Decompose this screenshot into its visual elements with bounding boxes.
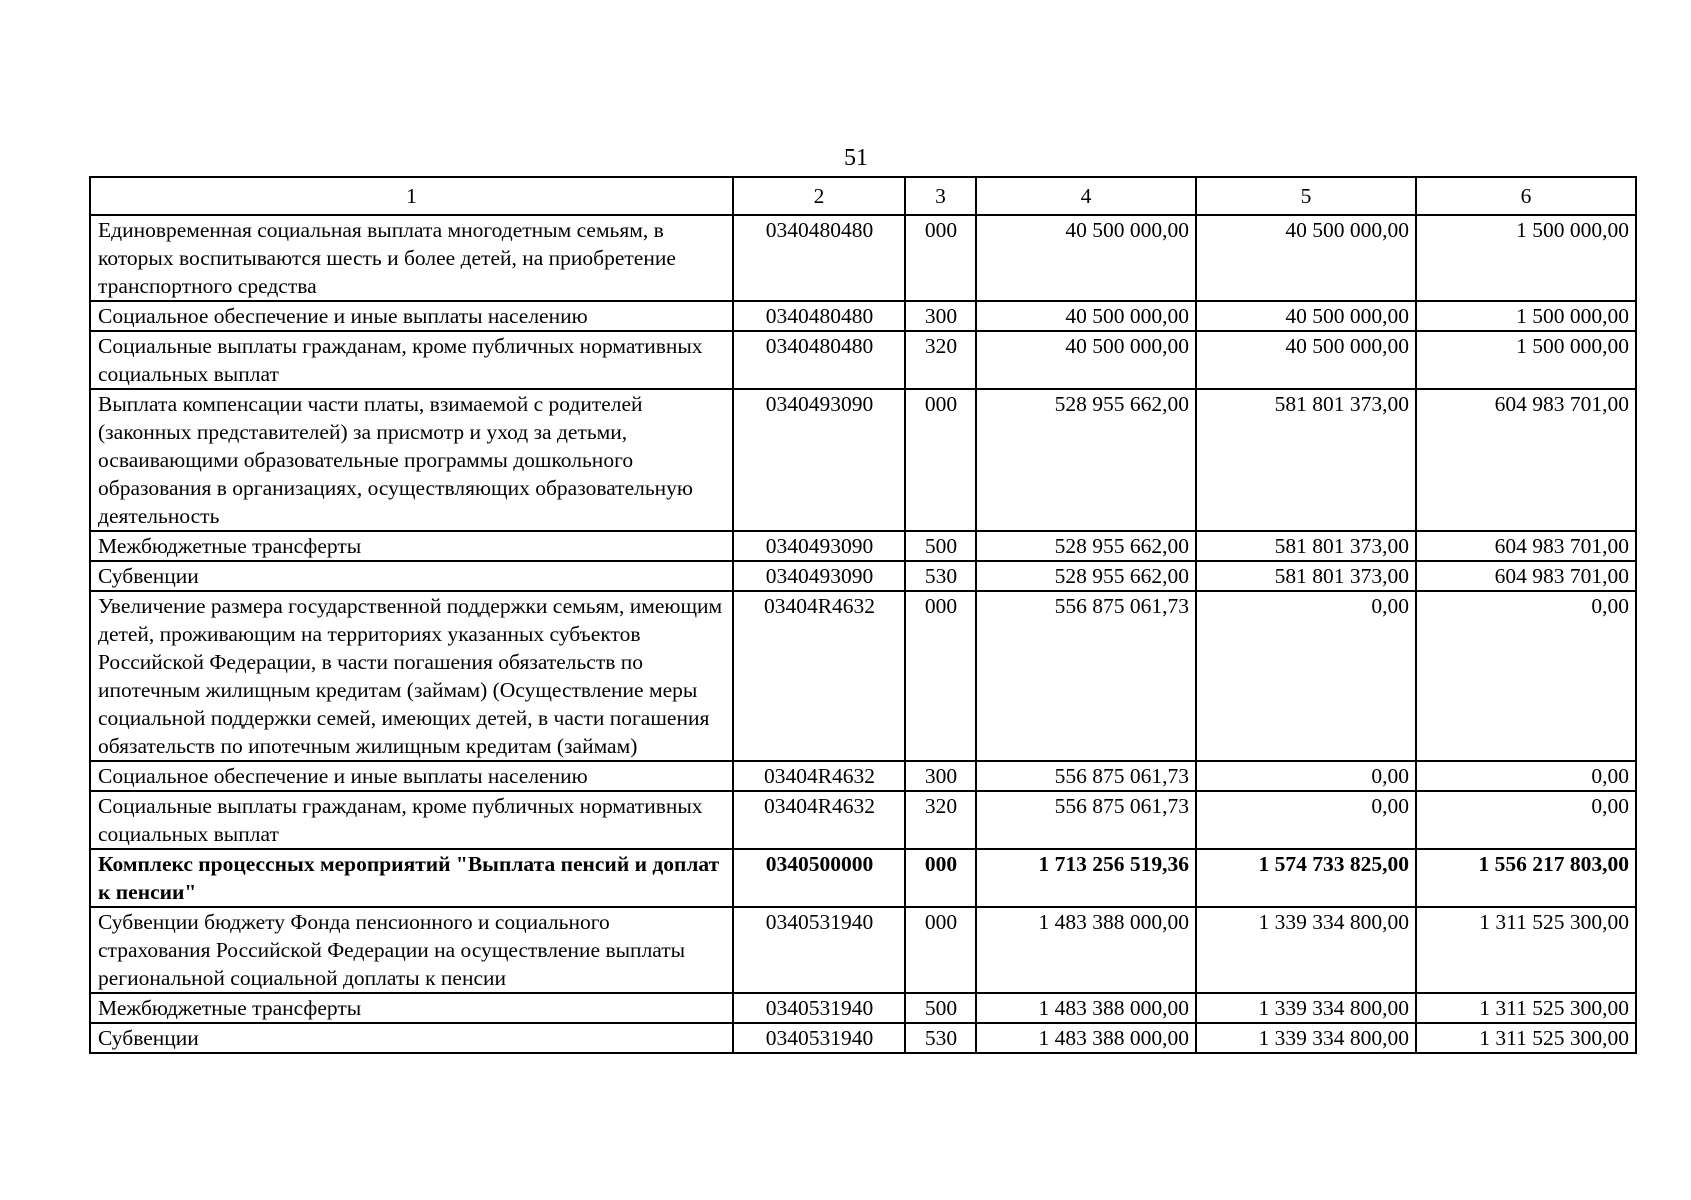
amount-col6-cell: 1 500 000,00 xyxy=(1416,301,1636,331)
table-row xyxy=(90,301,1636,331)
amount-col4-cell: 1 483 388 000,00 xyxy=(976,907,1196,993)
amount-col5-cell: 40 500 000,00 xyxy=(1196,331,1416,389)
expense-type-code-cell: 500 xyxy=(905,531,976,561)
amount-col5-cell: 0,00 xyxy=(1196,761,1416,791)
table-row xyxy=(90,331,1636,389)
row-name-cell: Выплата компенсации части платы, взимаемой с родителей (законных представителей) за присмотр и уход за детьми, осваивающими образовательные программы дошкольного образования в организациях, осуществляющих образовательную деятельность xyxy=(90,389,733,531)
column-header: 4 xyxy=(976,177,1196,215)
table-row xyxy=(90,849,1636,907)
expense-type-code-cell: 000 xyxy=(905,849,976,907)
expense-type-code-cell: 300 xyxy=(905,761,976,791)
target-article-code-cell: 0340531940 xyxy=(733,993,905,1023)
target-article-code-cell: 0340480480 xyxy=(733,331,905,389)
target-article-code-cell: 0340493090 xyxy=(733,561,905,591)
header-row xyxy=(90,177,1636,215)
row-name-cell: Социальное обеспечение и иные выплаты населению xyxy=(90,301,733,331)
row-name-cell: Комплекс процессных мероприятий "Выплата пенсий и доплат к пенсии" xyxy=(90,849,733,907)
table-row xyxy=(90,907,1636,993)
amount-col6-cell: 0,00 xyxy=(1416,591,1636,761)
row-name-cell: Субвенции бюджету Фонда пенсионного и социального страхования Российской Федерации на осуществление выплаты региональной социальной доплаты к пенсии xyxy=(90,907,733,993)
target-article-code-cell: 0340500000 xyxy=(733,849,905,907)
target-article-code-cell: 0340493090 xyxy=(733,389,905,531)
amount-col4-cell: 40 500 000,00 xyxy=(976,301,1196,331)
target-article-code-cell: 0340480480 xyxy=(733,301,905,331)
amount-col4-cell: 528 955 662,00 xyxy=(976,561,1196,591)
amount-col6-cell: 1 311 525 300,00 xyxy=(1416,993,1636,1023)
row-name-cell: Социальные выплаты гражданам, кроме публичных нормативных социальных выплат xyxy=(90,791,733,849)
amount-col4-cell: 1 483 388 000,00 xyxy=(976,1023,1196,1053)
row-name-cell: Увеличение размера государственной поддержки семьям, имеющим детей, проживающим на территориях указанных субъектов Российской Федерации, в части погашения обязательств по ипотечным жилищным кредитам (займам) (Осуществление меры социальной поддержки семей, имеющих детей, в части погашения обязательств по ипотечным жилищным кредитам (займам) xyxy=(90,591,733,761)
expense-type-code-cell: 530 xyxy=(905,561,976,591)
amount-col5-cell: 581 801 373,00 xyxy=(1196,561,1416,591)
amount-col6-cell: 1 311 525 300,00 xyxy=(1416,907,1636,993)
amount-col6-cell: 1 500 000,00 xyxy=(1416,331,1636,389)
amount-col6-cell: 1 311 525 300,00 xyxy=(1416,1023,1636,1053)
expense-type-code-cell: 000 xyxy=(905,389,976,531)
expense-type-code-cell: 530 xyxy=(905,1023,976,1053)
expense-type-code-cell: 320 xyxy=(905,791,976,849)
expense-type-code-cell: 000 xyxy=(905,215,976,301)
table-row xyxy=(90,791,1636,849)
row-name-cell: Социальное обеспечение и иные выплаты населению xyxy=(90,761,733,791)
amount-col4-cell: 556 875 061,73 xyxy=(976,761,1196,791)
target-article-code-cell: 0340480480 xyxy=(733,215,905,301)
table-row xyxy=(90,561,1636,591)
expense-type-code-cell: 000 xyxy=(905,907,976,993)
expense-type-code-cell: 000 xyxy=(905,591,976,761)
table-row xyxy=(90,761,1636,791)
amount-col4-cell: 1 713 256 519,36 xyxy=(976,849,1196,907)
amount-col4-cell: 556 875 061,73 xyxy=(976,591,1196,761)
column-header: 2 xyxy=(733,177,905,215)
amount-col6-cell: 604 983 701,00 xyxy=(1416,561,1636,591)
amount-col5-cell: 0,00 xyxy=(1196,791,1416,849)
row-name-cell: Межбюджетные трансферты xyxy=(90,531,733,561)
amount-col4-cell: 1 483 388 000,00 xyxy=(976,993,1196,1023)
amount-col4-cell: 40 500 000,00 xyxy=(976,215,1196,301)
column-header: 1 xyxy=(90,177,733,215)
amount-col6-cell: 1 556 217 803,00 xyxy=(1416,849,1636,907)
column-header: 6 xyxy=(1416,177,1636,215)
target-article-code-cell: 03404R4632 xyxy=(733,591,905,761)
target-article-code-cell: 03404R4632 xyxy=(733,791,905,849)
amount-col5-cell: 1 339 334 800,00 xyxy=(1196,1023,1416,1053)
table-row xyxy=(90,1023,1636,1053)
table-row xyxy=(90,215,1636,301)
amount-col4-cell: 528 955 662,00 xyxy=(976,531,1196,561)
amount-col5-cell: 1 574 733 825,00 xyxy=(1196,849,1416,907)
table-row xyxy=(90,531,1636,561)
column-header: 5 xyxy=(1196,177,1416,215)
amount-col6-cell: 604 983 701,00 xyxy=(1416,389,1636,531)
row-name-cell: Субвенции xyxy=(90,561,733,591)
amount-col4-cell: 556 875 061,73 xyxy=(976,791,1196,849)
amount-col5-cell: 40 500 000,00 xyxy=(1196,301,1416,331)
target-article-code-cell: 0340531940 xyxy=(733,1023,905,1053)
expense-type-code-cell: 300 xyxy=(905,301,976,331)
row-name-cell: Межбюджетные трансферты xyxy=(90,993,733,1023)
target-article-code-cell: 0340493090 xyxy=(733,531,905,561)
amount-col5-cell: 0,00 xyxy=(1196,591,1416,761)
amount-col6-cell: 604 983 701,00 xyxy=(1416,531,1636,561)
table-body xyxy=(90,215,1636,1053)
amount-col6-cell: 0,00 xyxy=(1416,791,1636,849)
amount-col4-cell: 40 500 000,00 xyxy=(976,331,1196,389)
amount-col6-cell: 1 500 000,00 xyxy=(1416,215,1636,301)
expense-type-code-cell: 500 xyxy=(905,993,976,1023)
amount-col4-cell: 528 955 662,00 xyxy=(976,389,1196,531)
row-name-cell: Социальные выплаты гражданам, кроме публичных нормативных социальных выплат xyxy=(90,331,733,389)
expense-type-code-cell: 320 xyxy=(905,331,976,389)
table-row xyxy=(90,591,1636,761)
table-header xyxy=(90,177,1636,215)
amount-col5-cell: 1 339 334 800,00 xyxy=(1196,993,1416,1023)
amount-col5-cell: 581 801 373,00 xyxy=(1196,389,1416,531)
amount-col5-cell: 581 801 373,00 xyxy=(1196,531,1416,561)
target-article-code-cell: 0340531940 xyxy=(733,907,905,993)
table-row xyxy=(90,993,1636,1023)
page-number: 51 xyxy=(844,145,868,171)
target-article-code-cell: 03404R4632 xyxy=(733,761,905,791)
row-name-cell: Единовременная социальная выплата многодетным семьям, в которых воспитываются шесть и более детей, на приобретение транспортного средства xyxy=(90,215,733,301)
amount-col6-cell: 0,00 xyxy=(1416,761,1636,791)
amount-col5-cell: 1 339 334 800,00 xyxy=(1196,907,1416,993)
amount-col5-cell: 40 500 000,00 xyxy=(1196,215,1416,301)
column-header: 3 xyxy=(905,177,976,215)
budget-table xyxy=(89,176,1637,1054)
row-name-cell: Субвенции xyxy=(90,1023,733,1053)
table-row xyxy=(90,389,1636,531)
